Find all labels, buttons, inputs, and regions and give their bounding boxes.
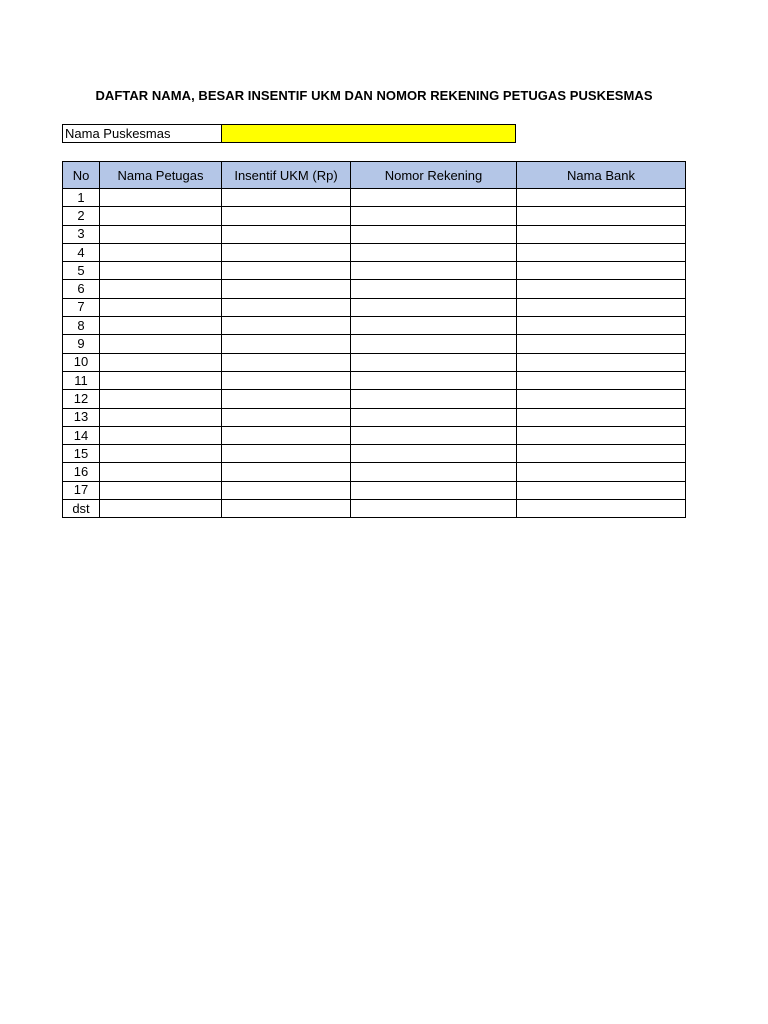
table-row [63, 280, 686, 298]
table-row [63, 481, 686, 499]
nomor-rekening-cell[interactable] [351, 390, 517, 408]
nomor-rekening-cell[interactable] [351, 500, 517, 518]
row-number-cell: 2 [63, 207, 100, 225]
nomor-rekening-cell[interactable] [351, 445, 517, 463]
nama-petugas-cell[interactable] [100, 353, 222, 371]
header-no: No [63, 162, 100, 189]
puskesmas-name-field[interactable] [222, 125, 515, 142]
nama-petugas-cell[interactable] [100, 500, 222, 518]
row-number-cell: dst [63, 500, 100, 518]
nama-petugas-cell[interactable] [100, 371, 222, 389]
header-nomor-rekening: Nomor Rekening [351, 162, 517, 189]
nomor-rekening-cell[interactable] [351, 225, 517, 243]
nomor-rekening-cell[interactable] [351, 207, 517, 225]
row-number-cell: 4 [63, 243, 100, 261]
nomor-rekening-cell[interactable] [351, 481, 517, 499]
table-body [63, 189, 686, 518]
table-row [63, 335, 686, 353]
nama-bank-cell[interactable] [517, 298, 686, 316]
row-number-cell: 5 [63, 262, 100, 280]
nama-bank-cell[interactable] [517, 225, 686, 243]
table-row [63, 207, 686, 225]
row-number-cell: 12 [63, 390, 100, 408]
nama-petugas-cell[interactable] [100, 463, 222, 481]
nama-petugas-cell[interactable] [100, 280, 222, 298]
row-number-cell: 9 [63, 335, 100, 353]
insentif-cell[interactable] [222, 317, 351, 335]
insentif-cell[interactable] [222, 445, 351, 463]
nama-petugas-cell[interactable] [100, 390, 222, 408]
insentif-cell[interactable] [222, 262, 351, 280]
table-row [63, 463, 686, 481]
header-insentif: Insentif UKM (Rp) [222, 162, 351, 189]
insentif-cell[interactable] [222, 408, 351, 426]
nama-bank-cell[interactable] [517, 353, 686, 371]
nama-bank-cell[interactable] [517, 500, 686, 518]
insentif-cell[interactable] [222, 353, 351, 371]
table-row [63, 371, 686, 389]
nomor-rekening-cell[interactable] [351, 280, 517, 298]
header-nama-bank: Nama Bank [517, 162, 686, 189]
nomor-rekening-cell[interactable] [351, 335, 517, 353]
insentif-cell[interactable] [222, 280, 351, 298]
table-row [63, 408, 686, 426]
table-row [63, 298, 686, 316]
puskesmas-row [62, 124, 516, 143]
table-row [63, 189, 686, 207]
nama-bank-cell[interactable] [517, 317, 686, 335]
nama-bank-cell[interactable] [517, 371, 686, 389]
table-row [63, 390, 686, 408]
nomor-rekening-cell[interactable] [351, 298, 517, 316]
nama-petugas-cell[interactable] [100, 189, 222, 207]
nomor-rekening-cell[interactable] [351, 353, 517, 371]
nama-bank-cell[interactable] [517, 481, 686, 499]
nama-petugas-cell[interactable] [100, 207, 222, 225]
row-number-cell: 14 [63, 426, 100, 444]
row-number-cell: 13 [63, 408, 100, 426]
nomor-rekening-cell[interactable] [351, 189, 517, 207]
nomor-rekening-cell[interactable] [351, 317, 517, 335]
insentif-cell[interactable] [222, 225, 351, 243]
table-row [63, 243, 686, 261]
nomor-rekening-cell[interactable] [351, 426, 517, 444]
row-number-cell: 7 [63, 298, 100, 316]
puskesmas-label: Nama Puskesmas [63, 125, 222, 142]
table-row [63, 317, 686, 335]
petugas-table [62, 161, 686, 518]
row-number-cell: 15 [63, 445, 100, 463]
insentif-cell[interactable] [222, 298, 351, 316]
nama-bank-cell[interactable] [517, 408, 686, 426]
nama-petugas-cell[interactable] [100, 481, 222, 499]
row-number-cell: 1 [63, 189, 100, 207]
nama-bank-cell[interactable] [517, 390, 686, 408]
row-number-cell: 6 [63, 280, 100, 298]
row-number-cell: 11 [63, 371, 100, 389]
insentif-cell[interactable] [222, 481, 351, 499]
header-nama-petugas: Nama Petugas [100, 162, 222, 189]
insentif-cell[interactable] [222, 243, 351, 261]
nama-petugas-cell[interactable] [100, 298, 222, 316]
nama-bank-cell[interactable] [517, 463, 686, 481]
nama-petugas-cell[interactable] [100, 426, 222, 444]
table-row [63, 262, 686, 280]
table-row [63, 225, 686, 243]
insentif-cell[interactable] [222, 463, 351, 481]
insentif-cell[interactable] [222, 371, 351, 389]
nama-bank-cell[interactable] [517, 280, 686, 298]
table-row [63, 500, 686, 518]
nama-bank-cell[interactable] [517, 189, 686, 207]
nomor-rekening-cell[interactable] [351, 243, 517, 261]
row-number-cell: 3 [63, 225, 100, 243]
nomor-rekening-cell[interactable] [351, 371, 517, 389]
nama-petugas-cell[interactable] [100, 335, 222, 353]
nomor-rekening-cell[interactable] [351, 408, 517, 426]
nama-bank-cell[interactable] [517, 445, 686, 463]
nama-petugas-cell[interactable] [100, 262, 222, 280]
table-row [63, 445, 686, 463]
nama-petugas-cell[interactable] [100, 445, 222, 463]
nama-bank-cell[interactable] [517, 335, 686, 353]
insentif-cell[interactable] [222, 426, 351, 444]
nama-petugas-cell[interactable] [100, 408, 222, 426]
insentif-cell[interactable] [222, 500, 351, 518]
nama-bank-cell[interactable] [517, 262, 686, 280]
insentif-cell[interactable] [222, 335, 351, 353]
nama-bank-cell[interactable] [517, 426, 686, 444]
row-number-cell: 10 [63, 353, 100, 371]
table-row [63, 353, 686, 371]
insentif-cell[interactable] [222, 189, 351, 207]
table-row [63, 426, 686, 444]
insentif-cell[interactable] [222, 207, 351, 225]
nama-petugas-cell[interactable] [100, 317, 222, 335]
row-number-cell: 8 [63, 317, 100, 335]
nama-bank-cell[interactable] [517, 207, 686, 225]
nomor-rekening-cell[interactable] [351, 463, 517, 481]
document-title: DAFTAR NAMA, BESAR INSENTIF UKM DAN NOMOR REKENING PETUGAS PUSKESMAS [95, 88, 653, 103]
table-header-row [63, 162, 686, 189]
nama-petugas-cell[interactable] [100, 243, 222, 261]
row-number-cell: 16 [63, 463, 100, 481]
nama-petugas-cell[interactable] [100, 225, 222, 243]
insentif-cell[interactable] [222, 390, 351, 408]
nomor-rekening-cell[interactable] [351, 262, 517, 280]
nama-bank-cell[interactable] [517, 243, 686, 261]
row-number-cell: 17 [63, 481, 100, 499]
